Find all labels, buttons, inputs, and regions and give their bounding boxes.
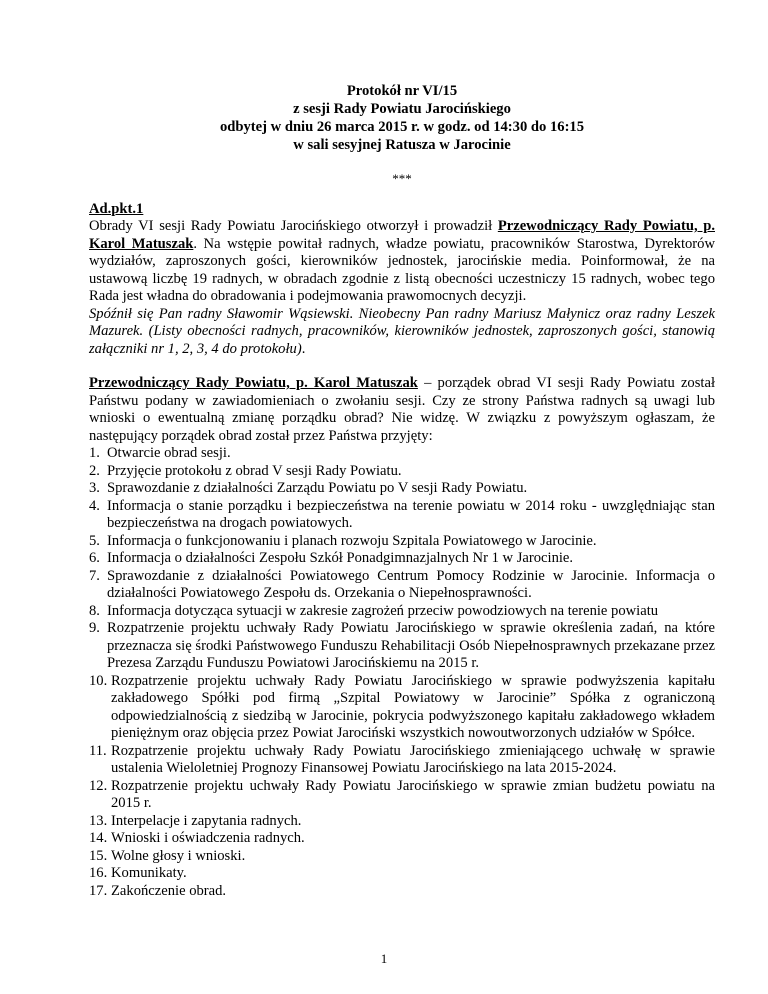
list-item: 12. Rozpatrzenie projektu uchwały Rady Powiatu Jarocińskiego w sprawie zmian budżetu powiatu na 2015 r. — [89, 777, 715, 811]
section-ad-pkt-1 — [89, 201, 715, 359]
list-item: 8. Informacja dotycząca sytuacji w zakresie zagrożeń przeciw powodziowych na terenie powiatu — [89, 602, 659, 619]
session-location: w sali sesyjnej Ratusza w Jarocinie — [293, 137, 511, 153]
session-date-time: odbytej w dniu 26 marca 2015 r. w godz. od 14:30 do 16:15 — [219, 119, 585, 135]
opening-intro: Obrady VI sesji Rady Powiatu Jarocińskiego otworzył i prowadził — [89, 218, 498, 234]
list-item: 15. Wolne głosy i wnioski. — [89, 847, 246, 864]
list-item: 6. Informacja o działalności Zespołu Szkół Ponadgimnazjalnych Nr 1 w Jarocinie. — [89, 550, 574, 566]
session-title: z sesji Rady Powiatu Jarocińskiego — [293, 101, 511, 117]
page-number: 1 — [380, 951, 388, 966]
list-item: 17. Zakończenie obrad. — [89, 882, 227, 899]
attendance-note-text: Spóźnił się Pan radny Sławomir Wąsiewski. Nieobecny Pan radny Mariusz Małynicz oraz radny Leszek Mazurek. (Listy obecności radnych, pracowników, kierowników jednostek, zaproszonych gości, stanowią załączniki nr 1, 2, 3, 4 do protokołu) — [89, 305, 715, 357]
agenda-list — [89, 445, 715, 900]
section-title: Ad.pkt.1 — [89, 200, 144, 217]
list-item: 3. Sprawozdanie z działalności Zarządu Powiatu po V sesji Rady Powiatu. — [89, 480, 528, 496]
attendance-note-end: . — [301, 340, 306, 357]
list-item: 1. Otwarcie obrad sesji. — [89, 445, 231, 461]
agenda-intro-paragraph — [89, 375, 715, 445]
document-page — [89, 82, 715, 900]
document-header — [89, 82, 715, 154]
list-item: 2. Przyjęcie protokołu z obrad V sesji Rady Powiatu. — [89, 462, 402, 479]
agenda-intro-text: – porządek obrad VI sesji Rady Powiatu został Państwu podany w zawiadomieniach o zwołaniu sesji. Czy ze strony Państwa radnych są uwagi lub wnioski o ewentualną zmianę porządku obrad? Nie widzę. W związku z powyższym ogłaszam, że następujący porządek obrad został przez Państwa przyjęty: — [89, 375, 715, 444]
list-item: 11. Rozpatrzenie projektu uchwały Rady Powiatu Jarocińskiego zmieniającego uchwałę w sprawie ustalenia Wieloletniej Prognozy Finansowej Powiatu Jarocińskiego na lata 2015-2024. — [89, 742, 715, 776]
list-item: 4. Informacja o stanie porządku i bezpieczeństwa na terenie powiatu w 2014 roku - uwzględniając stan bezpieczeństwa na drogach powiatowych. — [89, 497, 715, 531]
list-item: 7. Sprawozdanie z działalności Powiatowego Centrum Pomocy Rodzinie w Jarocinie. Informacja o działalności Powiatowego Zespołu ds. Orzekania o Niepełnosprawności. — [89, 567, 715, 601]
list-item: 10. Rozpatrzenie projektu uchwały Rady Powiatu Jarocińskiego w sprawie podwyższenia kapitału zakładowego Spółki pod firmą „Szpital Powiatowy w Jarocinie” Spółka z ograniczoną odpowiedzialnością z siedzibą w Jarocinie, pokrycia podwyższonego kapitału zakładowego wkładem pieniężnym oraz objęcia przez Powiat Jarociński wszystkich nowoutworzonych udziałów w Spółce. — [89, 672, 715, 741]
chairman-name: Przewodniczący Rady Powiatu, p. Karol Matuszak — [89, 218, 715, 252]
list-item: 13. Interpelacje i zapytania radnych. — [89, 812, 302, 829]
list-item: 16. Komunikaty. — [89, 865, 187, 881]
section-agenda — [89, 375, 715, 900]
separator: *** — [392, 171, 412, 186]
protocol-number: Protokół nr VI/15 — [346, 83, 458, 99]
list-item: 5. Informacja o funkcjonowaniu i planach rozwoju Szpitala Powiatowego w Jarocinie. — [89, 532, 597, 549]
list-item: 14. Wnioski i oświadczenia radnych. — [89, 830, 305, 846]
list-item: 9. Rozpatrzenie projektu uchwały Rady Powiatu Jarocińskiego w sprawie określenia zadań, na które przeznacza się środki Państwowego Funduszu Rehabilitacji Osób Niepełnosprawnych przekazane przez Prezesa Zarządu Funduszu Powiatowi Jarocińskiemu na 2015 r. — [89, 620, 715, 671]
opening-paragraph — [89, 218, 715, 306]
opening-rest: . Na wstępie powitał radnych, władze powiatu, pracowników Starostwa, Dyrektorów wydziałów, zaproszonych gości, kierowników jednostek, jarocińskie media. Poinformował, że na ustawową liczbę 19 radnych, w obradach zgodnie z listą obecności uczestniczy 15 radnych, wobec tego Rada jest władna do obradowania i podejmowania prawomocnych decyzji. — [89, 235, 715, 304]
speaker-name: Przewodniczący Rady Powiatu, p. Karol Matuszak — [89, 375, 418, 391]
attendance-note — [89, 306, 715, 359]
